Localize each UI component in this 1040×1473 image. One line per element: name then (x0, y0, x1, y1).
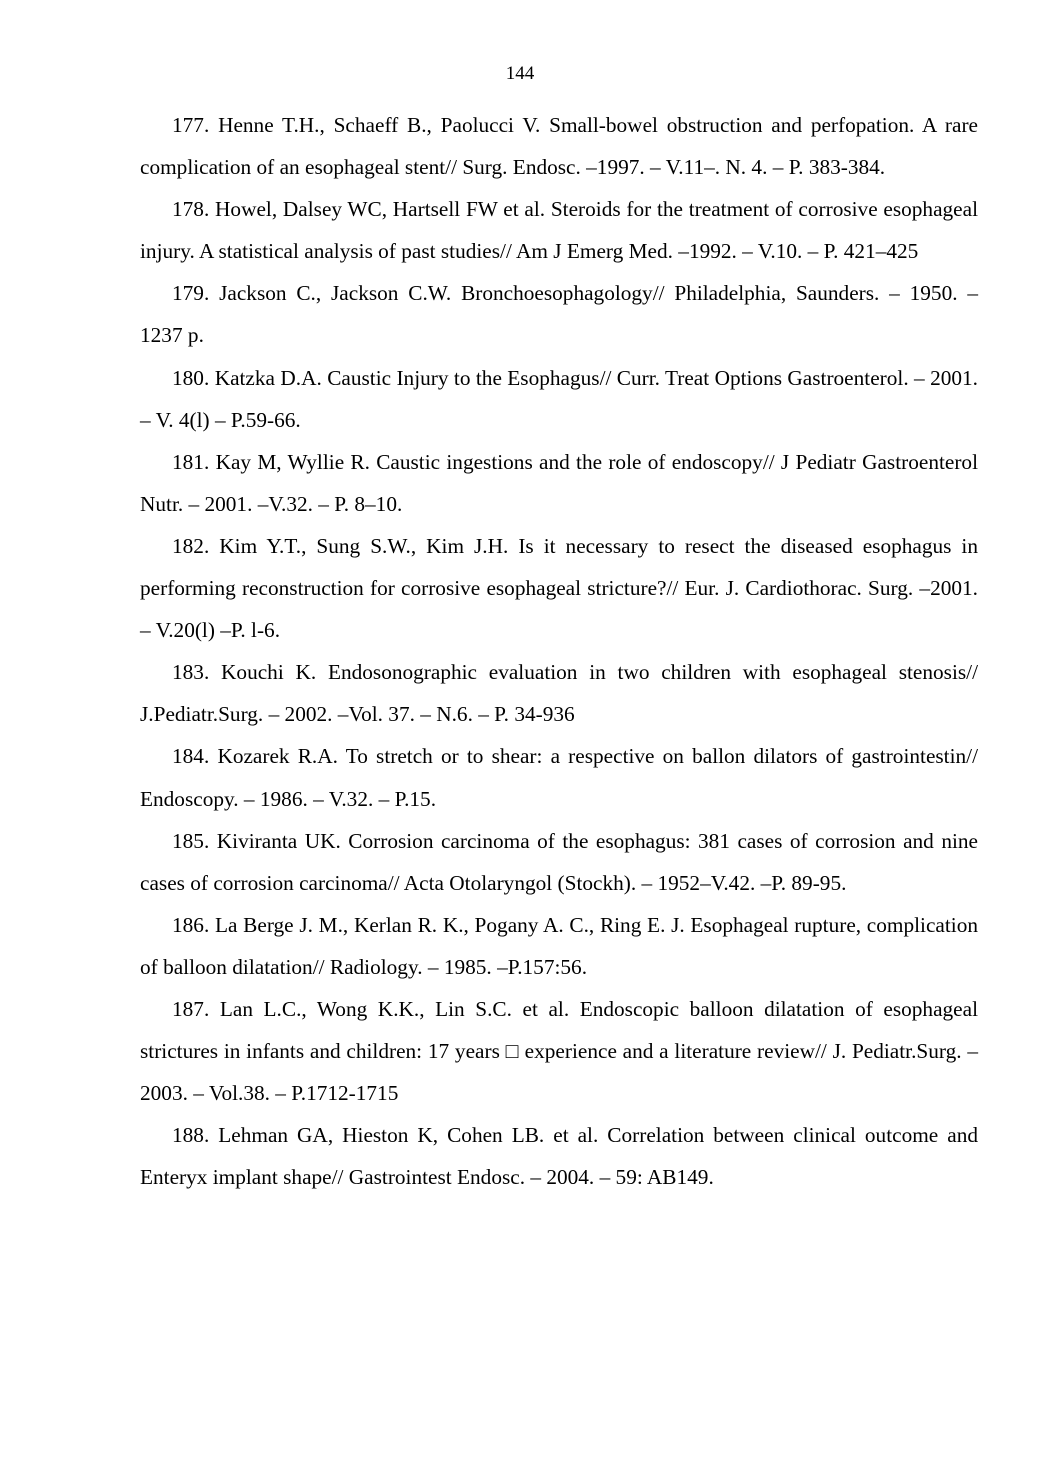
reference-number: 183. (172, 660, 210, 685)
page-number: 144 (505, 63, 535, 84)
reference-item (140, 735, 978, 819)
reference-list (140, 104, 978, 1198)
reference-item (140, 988, 978, 1114)
reference-number: 187. (172, 996, 210, 1021)
reference-number: 178. (172, 197, 210, 222)
reference-number: 182. (172, 533, 210, 558)
reference-item (140, 441, 978, 525)
reference-text: Howel, Dalsey WC, Hartsell FW et al. Steroids for the treatment of corrosive esophageal injury. A statistical analysis of past studies// Am J Emerg Med. –1992. – V.10. – P. 421–425 (140, 197, 979, 264)
reference-text: La Berge J. M., Kerlan R. K., Pogany A. C., Ring E. J. Esophageal rupture, complication of balloon dilatation// Radiology. – 1985. –P.157:56. (140, 912, 978, 979)
reference-text: Kim Y.T., Sung S.W., Kim J.H. Is it necessary to resect the diseased esophagus in performing reconstruction for corrosive esophageal stricture?// Eur. J. Cardiothorac. Surg. –2001. – V.20(l) –P. l-6. (140, 533, 979, 643)
reference-text: Katzka D.A. Caustic Injury to the Esophagus// Curr. Treat Options Gastroenterol. – 2001. – V. 4(l) – P.59-66. (140, 365, 978, 432)
reference-item (140, 104, 978, 188)
reference-item (140, 188, 978, 272)
reference-text: Kouchi K. Endosonographic evaluation in two children with esophageal stenosis// J.Pediatr.Surg. – 2002. –Vol. 37. – N.6. – P. 34-936 (140, 660, 979, 727)
reference-number: 177. (172, 113, 210, 137)
reference-number: 184. (172, 744, 210, 769)
reference-number: 185. (172, 828, 210, 853)
reference-text: Henne T.H., Schaeff B., Paolucci V. Small-bowel obstruction and perfopation. A rare complication of an esophageal stent// Surg. Endosc. –1997. – V.11–. N. 4. – P. 383-384. (140, 113, 978, 180)
reference-item (140, 651, 978, 735)
reference-item (140, 272, 978, 356)
reference-item (140, 357, 978, 441)
reference-number: 179. (172, 281, 210, 306)
reference-item (140, 1114, 978, 1198)
reference-item (140, 820, 978, 904)
reference-item (140, 525, 978, 651)
reference-number: 181. (172, 449, 210, 474)
reference-number: 188. (172, 1123, 210, 1148)
reference-number: 186. (172, 912, 210, 937)
reference-text: Kozarek R.A. To stretch or to shear: a respective on ballon dilators of gastrointestin// Endoscopy. – 1986. – V.32. – P.15. (140, 744, 978, 811)
reference-text: Kiviranta UK. Corrosion carcinoma of the esophagus: 381 cases of corrosion and nine cases of corrosion carcinoma// Acta Otolaryngol (Stockh). – 1952–V.42. –P. 89-95. (140, 828, 978, 895)
reference-text: Lan L.C., Wong K.K., Lin S.C. et al. Endoscopic balloon dilatation of esophageal strictures in infants and children: 17 years □ experience and a literature review// J. Pediatr.Surg. – 2003. – Vol.38. – P.1712-1715 (140, 996, 978, 1106)
reference-number: 180. (172, 365, 210, 390)
reference-text: Lehman GA, Hieston K, Cohen LB. et al. Correlation between clinical outcome and Enteryx implant shape// Gastrointest Endosc. – 2004. – 59: AB149. (140, 1123, 978, 1190)
reference-item (140, 904, 978, 988)
reference-text: Jackson C., Jackson C.W. Bronchoesophagology// Philadelphia, Saunders. – 1950. – 1237 p. (140, 281, 979, 348)
reference-text: Kay M, Wyllie R. Caustic ingestions and the role of endoscopy// J Pediatr Gastroenterol Nutr. – 2001. –V.32. – P. 8–10. (140, 449, 978, 516)
